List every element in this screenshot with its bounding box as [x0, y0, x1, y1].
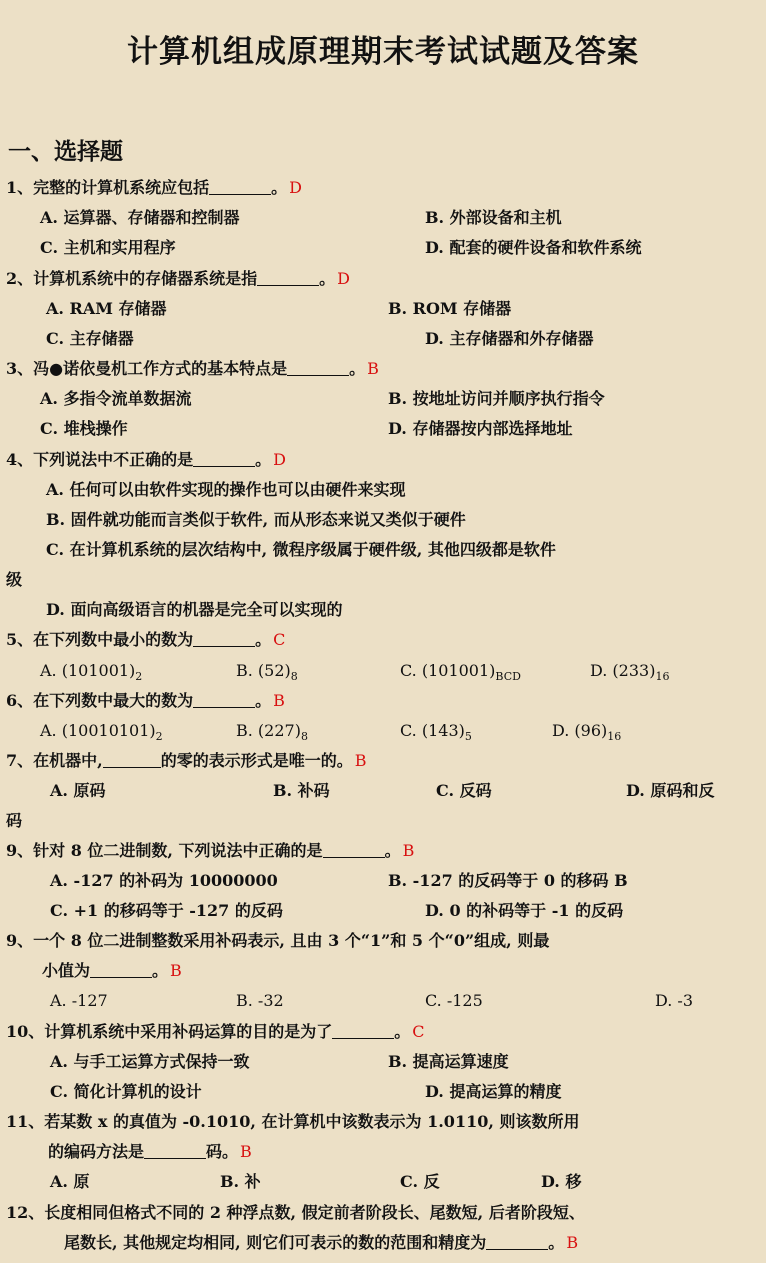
- answer-key: D: [273, 450, 286, 469]
- question-text: 11、若某数 x 的真值为 -0.1010, 在计算机中该数表示为 1.0110, 则该数所用: [6, 1112, 580, 1131]
- question-text: 12、长度相同但格式不同的 2 种浮点数, 假定前者阶段长、尾数短, 后者阶段短、: [6, 1203, 585, 1222]
- answer-blank: [193, 689, 255, 708]
- section-heading: 一、选择题: [8, 138, 123, 165]
- answer-blank: [209, 176, 271, 195]
- option-c: C. 主机和实用程序: [40, 238, 176, 257]
- option-a: A. -127 的补码为 10000000: [50, 871, 278, 890]
- option-line-wrap: [6, 565, 766, 595]
- question-text: 9、针对 8 位二进制数, 下列说法中正确的是: [6, 841, 323, 860]
- question-text: 4、下列说法中不正确的是: [6, 450, 194, 469]
- options-row: [0, 866, 766, 896]
- option-a: A. RAM 存储器: [46, 299, 167, 318]
- option-a: A. 与手工运算方式保持一致: [50, 1052, 250, 1071]
- option-d-continued: 码: [6, 811, 23, 830]
- question-11-continued: [6, 1137, 766, 1167]
- answer-key: D: [337, 269, 350, 288]
- document-title: 计算机组成原理期末考试试题及答案: [127, 34, 639, 70]
- question-prefix: 7、在机器中,: [6, 751, 103, 770]
- option-c: C. 堆栈操作: [40, 419, 128, 438]
- question-2: [6, 264, 766, 294]
- answer-blank: [193, 628, 255, 647]
- question-text: 3、冯●诺依曼机工作方式的基本特点是: [6, 359, 288, 378]
- option-b-value: B. (227): [236, 721, 301, 740]
- option-d: D. 面向高级语言的机器是完全可以实现的: [46, 600, 343, 619]
- option-c-base: BCD: [495, 670, 521, 683]
- option-b-base: 8: [290, 670, 298, 683]
- option-a-value: A. (10010101): [40, 721, 156, 740]
- options-row: [0, 233, 766, 263]
- question-4: [6, 445, 766, 475]
- option-d: D. 存储器按内部选择地址: [388, 419, 573, 438]
- answer-key: B: [402, 841, 415, 860]
- question-text-2: 尾数长, 其他规定均相同, 则它们可表示的数的范围和精度为: [64, 1233, 487, 1252]
- question-end: 。: [255, 691, 272, 710]
- option-a: A. 多指令流单数据流: [40, 389, 192, 408]
- answer-key: C: [412, 1022, 425, 1041]
- option-line: [0, 535, 766, 565]
- option-c: C. +1 的移码等于 -127 的反码: [50, 901, 283, 920]
- options-row: [0, 414, 766, 444]
- question-text: 6、在下列数中最大的数为: [6, 691, 194, 710]
- answer-key: B: [273, 691, 285, 710]
- question-3: [6, 354, 766, 384]
- question-end: 。: [271, 178, 288, 197]
- options-row: [0, 656, 766, 686]
- question-text-2: 的编码方法是: [48, 1142, 145, 1161]
- question-end: 。: [152, 961, 169, 980]
- question-5: [6, 625, 766, 655]
- option-c: C. 反码: [436, 781, 492, 800]
- option-a: A. 原码: [50, 781, 106, 800]
- option-c-base: 5: [464, 730, 472, 743]
- options-row: [0, 716, 766, 746]
- answer-key: B: [354, 751, 367, 770]
- options-row: [0, 776, 766, 806]
- options-row: [0, 1047, 766, 1077]
- option-a: A. 任何可以由软件实现的操作也可以由硬件来实现: [46, 480, 406, 499]
- option-c: C. 简化计算机的设计: [50, 1082, 202, 1101]
- option-b: B. ROM 存储器: [388, 299, 512, 318]
- option-a: A. 原: [50, 1172, 90, 1191]
- question-end: 码。: [206, 1142, 239, 1161]
- option-line-wrap: [6, 806, 766, 836]
- answer-blank: [144, 1140, 206, 1159]
- question-text-2: 小值为: [42, 961, 91, 980]
- option-d: D. 0 的补码等于 -1 的反码: [425, 901, 624, 920]
- option-b: B. 补码: [273, 781, 330, 800]
- answer-blank: [257, 267, 319, 286]
- answer-blank: [332, 1020, 394, 1039]
- answer-blank: [193, 448, 255, 467]
- options-row: [0, 986, 766, 1016]
- question-end: 。: [255, 450, 272, 469]
- option-a-base: 2: [155, 730, 163, 743]
- options-row: [0, 1167, 766, 1197]
- answer-key: B: [170, 961, 182, 980]
- question-text: 1、完整的计算机系统应包括: [6, 178, 210, 197]
- option-c-continued: 级: [6, 570, 23, 589]
- question-text: 的零的表示形式是唯一的。: [160, 751, 353, 770]
- question-6: [6, 686, 766, 716]
- option-a-value: A. (101001): [40, 661, 136, 680]
- question-end: 。: [349, 359, 366, 378]
- option-b: B. 固件就功能而言类似于软件, 而从形态来说又类似于硬件: [46, 510, 466, 529]
- question-9: [6, 926, 766, 956]
- question-text: 2、计算机系统中的存储器系统是指: [6, 269, 258, 288]
- option-b: B. 外部设备和主机: [425, 208, 562, 227]
- answer-key: B: [240, 1142, 252, 1161]
- question-text: 5、在下列数中最小的数为: [6, 630, 194, 649]
- question-end: 。: [319, 269, 336, 288]
- answer-blank: [90, 959, 152, 978]
- answer-blank: [486, 1231, 548, 1250]
- option-d: D. -3: [655, 991, 694, 1010]
- answer-key: D: [289, 178, 302, 197]
- option-d: D. 移: [541, 1172, 582, 1191]
- question-end: 。: [548, 1233, 565, 1252]
- option-line: [0, 475, 766, 505]
- answer-blank: [287, 357, 349, 376]
- option-a: A. -127: [50, 991, 108, 1010]
- question-end: 。: [394, 1022, 411, 1041]
- option-c: C. 在计算机系统的层次结构中, 微程序级属于硬件级, 其他四级都是软件: [46, 540, 556, 559]
- question-text: 9、一个 8 位二进制整数采用补码表示, 且由 3 个“1”和 5 个“0”组成, 则最: [6, 931, 550, 950]
- answer-key: B: [367, 359, 379, 378]
- option-d-value: D. (233): [590, 661, 656, 680]
- option-a: A. 运算器、存储器和控制器: [40, 208, 240, 227]
- option-b: B. 按地址访问并顺序执行指令: [388, 389, 605, 408]
- option-c: C. -125: [425, 991, 483, 1010]
- option-b-base: 8: [300, 730, 308, 743]
- answer-key: C: [273, 630, 286, 649]
- question-12-continued: [6, 1228, 766, 1258]
- options-row: [0, 896, 766, 926]
- option-b: B. -32: [236, 991, 284, 1010]
- question-7: [6, 746, 766, 776]
- options-row: [0, 294, 766, 324]
- question-11: [6, 1107, 766, 1137]
- option-d: D. 原码和反: [626, 781, 715, 800]
- options-row: [0, 1077, 766, 1107]
- answer-blank: [323, 839, 385, 858]
- option-d-base: 16: [655, 670, 670, 683]
- option-c-value: C. (101001): [400, 661, 496, 680]
- question-12: [6, 1198, 766, 1228]
- question-8: [6, 836, 766, 866]
- option-c-value: C. (143): [400, 721, 465, 740]
- option-b: B. 补: [220, 1172, 261, 1191]
- answer-blank: [103, 749, 161, 768]
- option-b: B. -127 的反码等于 0 的移码 B: [388, 871, 628, 890]
- option-line: [0, 595, 766, 625]
- option-c: C. 反: [400, 1172, 440, 1191]
- question-end: 。: [384, 841, 401, 860]
- question-1: [6, 173, 766, 203]
- option-d: D. 提高运算的精度: [425, 1082, 562, 1101]
- question-end: 。: [255, 630, 272, 649]
- option-c: C. 主存储器: [46, 329, 134, 348]
- option-d-base: 16: [607, 730, 622, 743]
- option-d: D. 配套的硬件设备和软件系统: [425, 238, 642, 257]
- option-d-value: D. (96): [552, 721, 608, 740]
- option-d: D. 主存储器和外存储器: [425, 329, 594, 348]
- options-row: [0, 203, 766, 233]
- answer-key: B: [566, 1233, 579, 1252]
- option-b: B. 提高运算速度: [388, 1052, 509, 1071]
- question-9-continued: [6, 956, 766, 986]
- options-row: [0, 384, 766, 414]
- options-row: [0, 324, 766, 354]
- option-b-value: B. (52): [236, 661, 291, 680]
- question-10: [6, 1017, 766, 1047]
- question-text: 10、计算机系统中采用补码运算的目的是为了: [6, 1022, 333, 1041]
- option-line: [0, 505, 766, 535]
- option-a-base: 2: [135, 670, 143, 683]
